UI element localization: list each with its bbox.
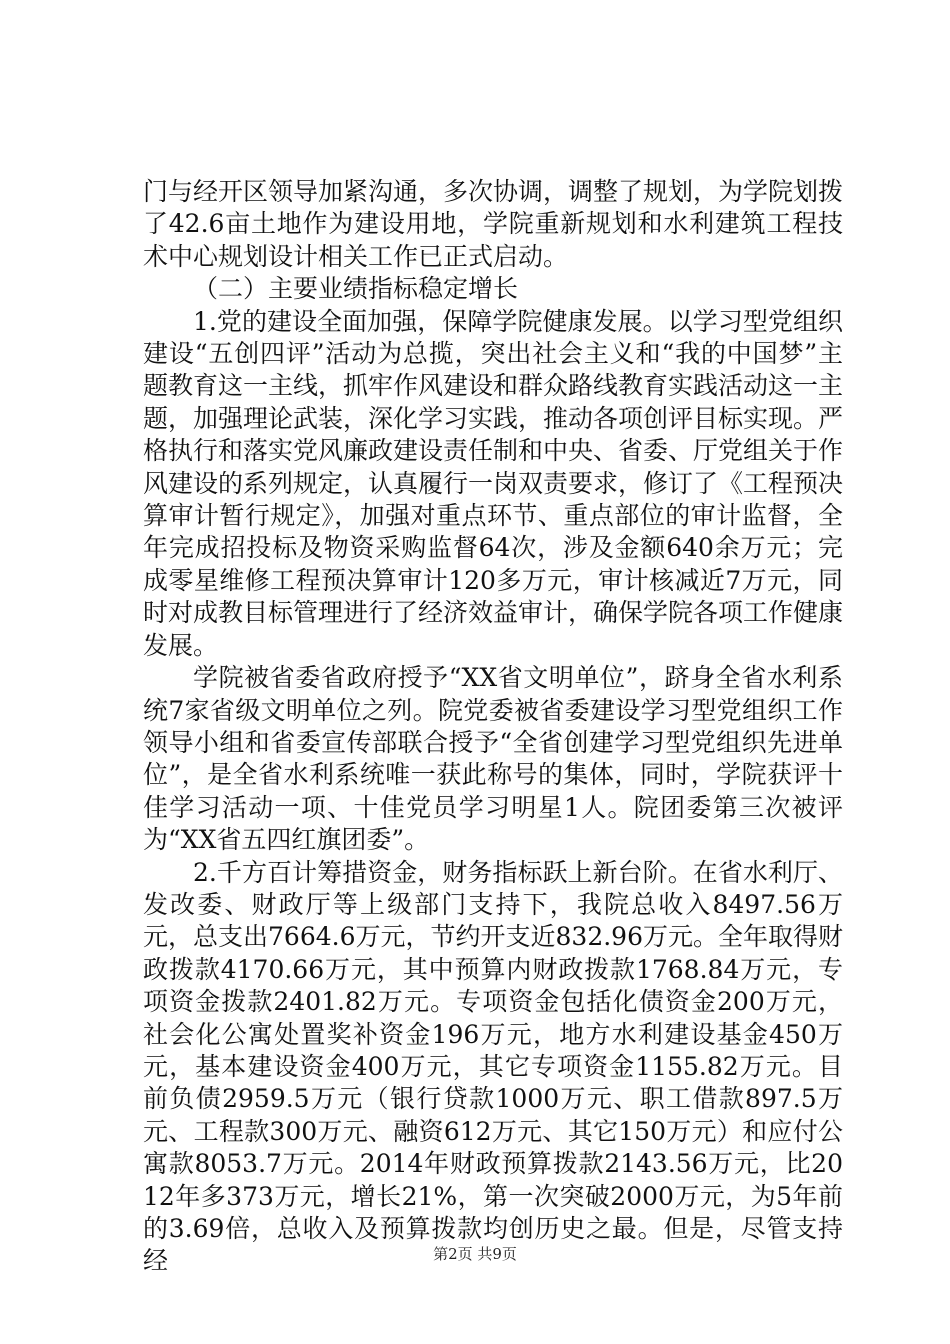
paragraph-honors: 学院被省委省政府授予“XX省文明单位”，跻身全省水利系统7家省级文明单位之列。院党委被省委建设学习型党组织工作领导小组和省委宣传部联合授予“全省创建学习型党组织先进单位”，是全省水利系统唯一获此称号的集体，同时，学院获评十佳学习活动一项、十佳党员学习明星1人。院团委第三次被评为“XX省五四红旗团委”。 — [143, 663, 843, 855]
paragraph-finance: 2.千方百计筹措资金，财务指标跃上新台阶。在省水利厅、发改委、财政厅等上级部门支持下，我院总收入8497.56万元，总支出7664.6万元，节约开支近832.96万元。全年取得财政拨款4170.66万元，其中预算内财政拨款1768.84万元，专项资金拨款2401.82万元。专项资金包括化债资金200万元，社会化公寓处置奖补资金196万元，地方水利建设基金450万元，基本建设资金400万元，其它专项资金1155.82万元。目前负债2959.5万元（银行贷款1000万元、职工借款897.5万元、工程款300万元、融资612万元、其它150万元）和应付公寓款8053.7万元。2014年财政预算拨款2143.56万元，比2012年多373万元，增长21%，第一次突破2000万元，为5年前的3.69倍，总收入及预算拨款均创历史之最。但是，尽管支持经 — [143, 857, 843, 1276]
section-heading: （二）主要业绩指标稳定增长 — [193, 274, 519, 304]
paragraph-continuation: 门与经开区领导加紧沟通，多次协调，调整了规划，为学院划拨了42.6亩土地作为建设用地，学院重新规划和水利建筑工程技术中心规划设计相关工作已正式启动。 — [143, 177, 844, 271]
document-body — [143, 176, 843, 1278]
paragraph-party-building: 1.党的建设全面加强，保障学院健康发展。以学习型党组织建设“五创四评”活动为总揽，突出社会主义和“我的中国梦”主题教育这一主线，抓牢作风建设和群众路线教育实践活动这一主题，加强理论武装，深化学习实践，推动各项创评目标实现。严格执行和落实党风廉政建设责任制和中央、省委、厅党组关于作风建设的系列规定，认真履行一岗双责要求，修订了《工程预决算审计暂行规定》，加强对重点环节、重点部位的审计监督，全年完成招投标及物资采购监督64次，涉及金额640余万元；完成零星维修工程预决算审计120多万元，审计核减近7万元，同时对成教目标管理进行了经济效益审计，确保学院各项工作健康发展。 — [143, 306, 844, 660]
page-footer: 第2页 共9页 — [433, 1245, 517, 1263]
